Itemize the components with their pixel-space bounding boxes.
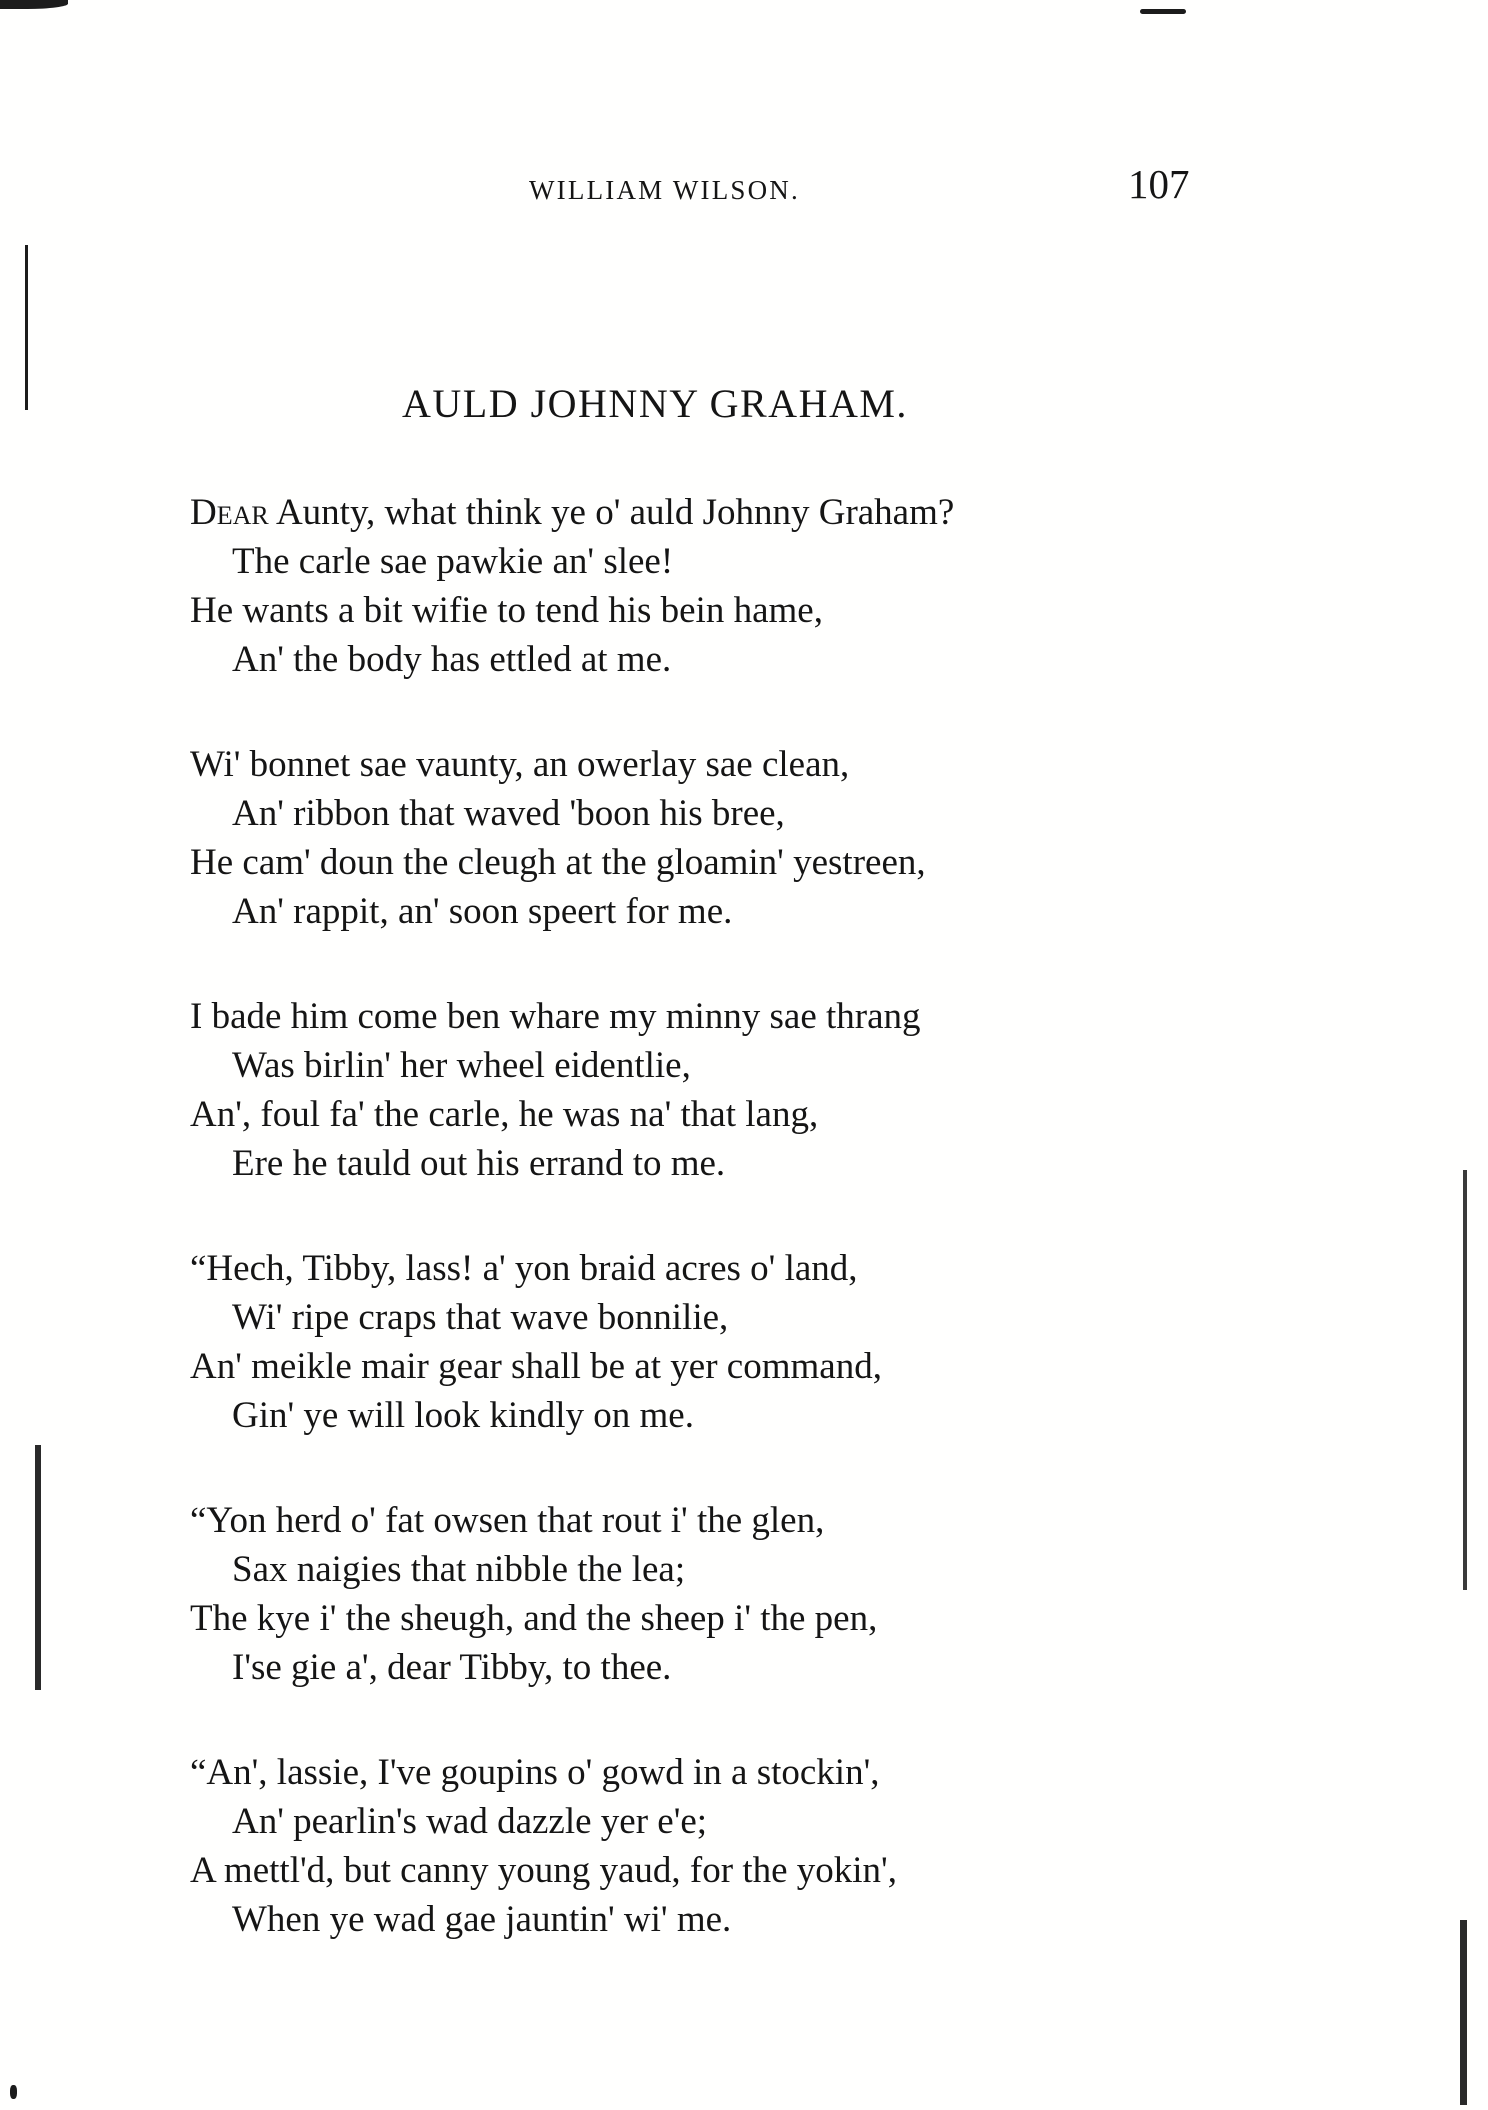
poem-line: I bade him come ben whare my minny sae thrang [190, 996, 921, 1037]
poem-line: Gin' ye will look kindly on me. [232, 1395, 694, 1436]
poem-line: An' meikle mair gear shall be at yer command, [190, 1346, 882, 1387]
poem-line: “Yon herd o' fat owsen that rout i' the glen, [190, 1500, 825, 1541]
stanza-3 [190, 992, 1190, 1188]
scan-artifact [1140, 9, 1186, 14]
poem-line: An' pearlin's wad dazzle yer e'e; [232, 1801, 708, 1842]
stanza-5 [190, 1496, 1190, 1692]
poem-line: I'se gie a', dear Tibby, to thee. [232, 1647, 672, 1688]
poem-line: Wi' ripe craps that wave bonnilie, [232, 1297, 729, 1338]
poem-line: Was birlin' her wheel eidentlie, [232, 1045, 691, 1086]
poem-line: He wants a bit wifie to tend his bein hame, [190, 590, 823, 631]
running-head: WILLIAM WILSON. [529, 175, 800, 205]
stanza-6 [190, 1748, 1190, 1944]
scan-artifact [25, 245, 28, 410]
scan-artifact [1460, 1920, 1467, 2105]
poem-line: Wi' bonnet sae vaunty, an owerlay sae clean, [190, 744, 850, 785]
stanza-4 [190, 1244, 1190, 1440]
poem-body [190, 488, 1190, 2000]
poem-line: An' rappit, an' soon speert for me. [232, 891, 733, 932]
scan-artifact [0, 0, 68, 9]
stanza-2 [190, 740, 1190, 936]
poem-line: A mettl'd, but canny young yaud, for the yokin', [190, 1850, 897, 1891]
poem-line: Sax naigies that nibble the lea; [232, 1549, 686, 1590]
poem-line: Ere he tauld out his errand to me. [232, 1143, 726, 1184]
poem-line: When ye wad gae jauntin' wi' me. [232, 1899, 732, 1940]
lead-word: Dear [190, 492, 269, 533]
scan-artifact [35, 1445, 41, 1690]
page-number: 107 [1128, 161, 1190, 207]
poem-line: “An', lassie, I've goupins o' gowd in a stockin', [190, 1752, 880, 1793]
poem-line: An' ribbon that waved 'boon his bree, [232, 793, 785, 834]
poem-line: He cam' doun the cleugh at the gloamin' yestreen, [190, 842, 926, 883]
poem-line: An' the body has ettled at me. [232, 639, 672, 680]
poem-line: Dear Aunty, what think ye o' auld Johnny Graham? [190, 492, 955, 533]
poem-line: The kye i' the sheugh, and the sheep i' the pen, [190, 1598, 878, 1639]
poem-title: AULD JOHNNY GRAHAM. [402, 381, 908, 426]
stanza-1 [190, 488, 1190, 684]
poem-line: An', foul fa' the carle, he was na' that lang, [190, 1094, 819, 1135]
poem-line: The carle sae pawkie an' slee! [232, 541, 674, 582]
scan-artifact [1463, 1170, 1467, 1590]
poem-line: “Hech, Tibby, lass! a' yon braid acres o' land, [190, 1248, 858, 1289]
scan-artifact [10, 2085, 17, 2099]
